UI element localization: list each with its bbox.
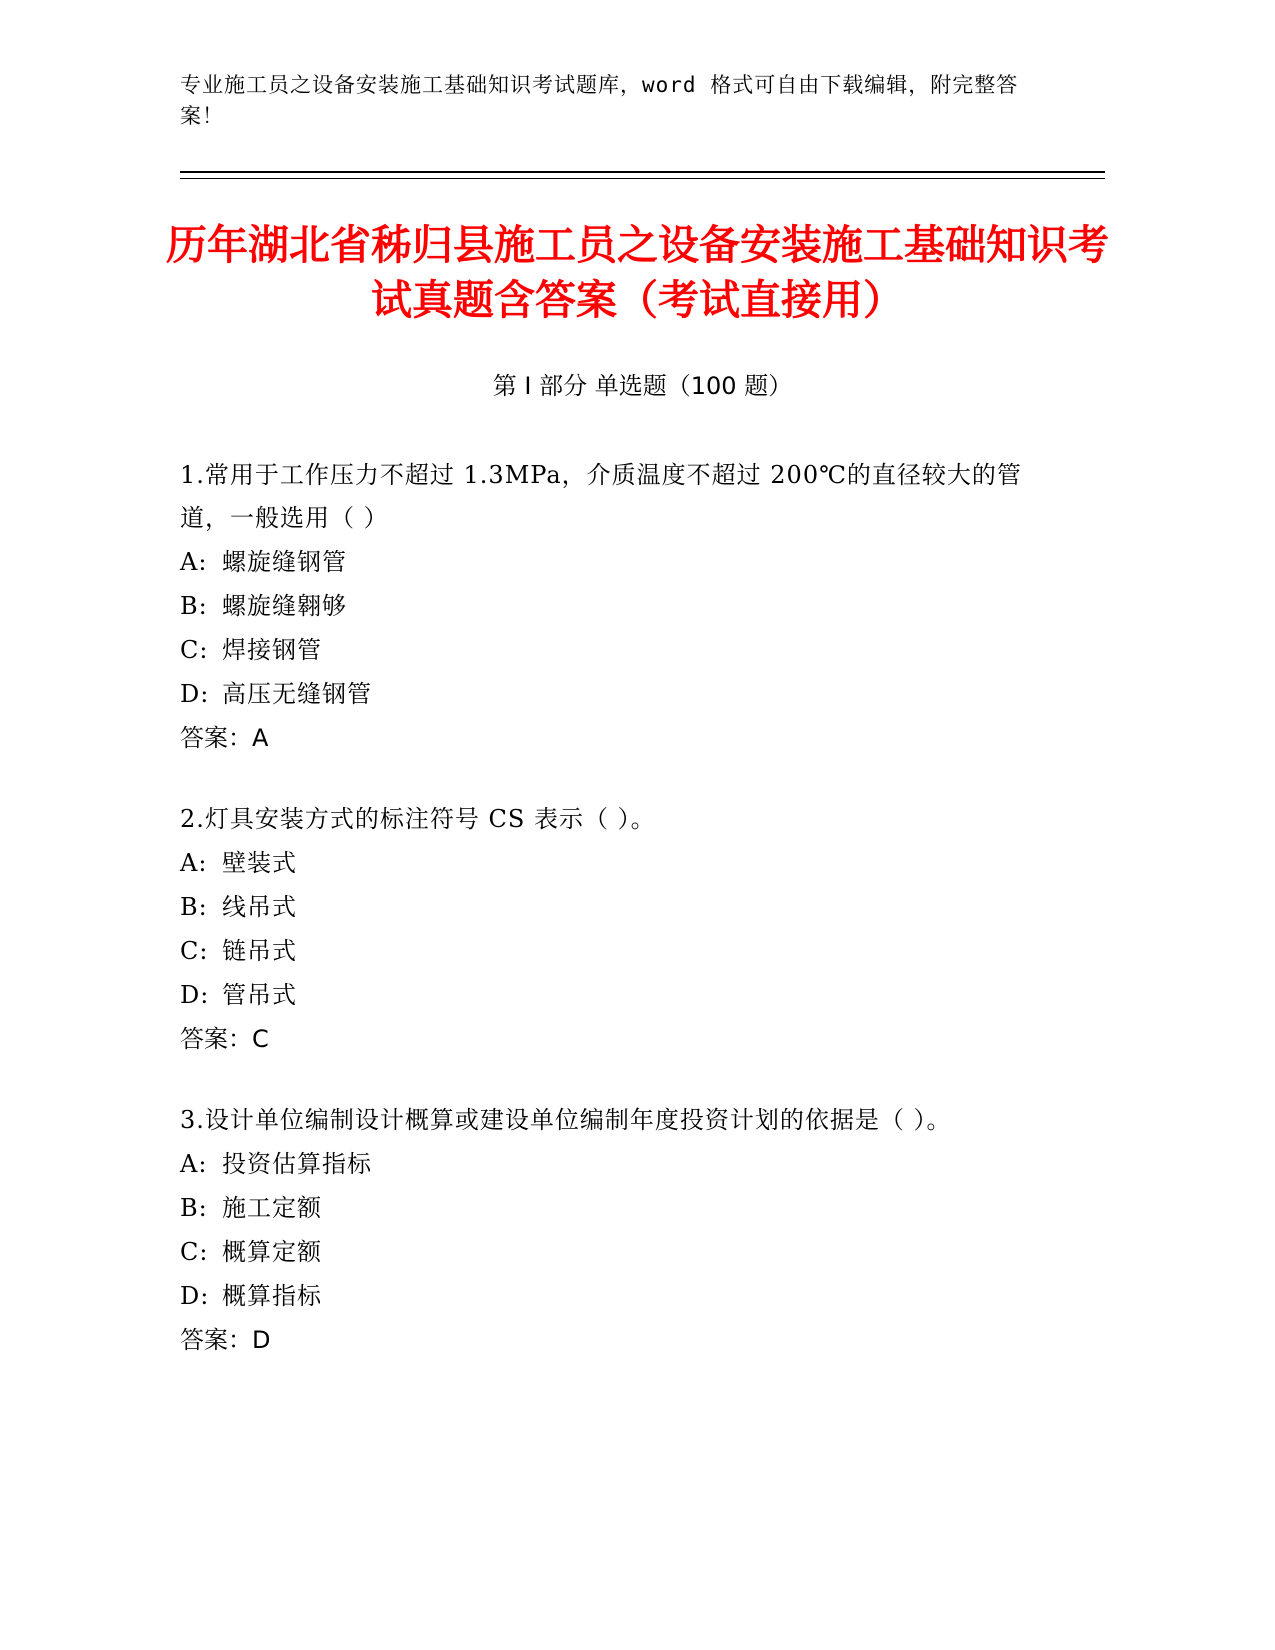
question-2 [180, 798, 1025, 1061]
option-text: 螺旋缝钢管 [222, 548, 347, 576]
option-c [180, 1230, 1025, 1274]
option-a [180, 841, 1025, 885]
option-text: 链吊式 [222, 937, 297, 965]
option-key: C: [180, 1238, 209, 1266]
document-title: 历年湖北省秭归县施工员之设备安装施工基础知识考试真题含答案（考试直接用） [166, 221, 1109, 324]
option-d [180, 973, 1025, 1017]
option-key: A: [180, 849, 208, 877]
option-b [180, 584, 1025, 628]
option-key: B: [180, 592, 208, 620]
option-key: A: [180, 548, 208, 576]
option-d [180, 1274, 1025, 1318]
option-a [180, 540, 1025, 584]
option-c [180, 929, 1025, 973]
header-rule-thick [180, 171, 1105, 173]
question-stem: 1.常用于工作压力不超过 1.3MPa，介质温度不超过 200℃的直径较大的管道，一般选用（ ） [180, 461, 1022, 532]
option-d [180, 672, 1025, 716]
option-key: A: [180, 1150, 208, 1178]
question-stem: 3.设计单位编制设计概算或建设单位编制年度投资计划的依据是（ ）。 [180, 1106, 952, 1134]
answer-line: 答案：A [180, 724, 269, 752]
option-key: B: [180, 893, 208, 921]
option-key: D: [180, 1282, 210, 1310]
answer-line: 答案：C [180, 1025, 269, 1053]
section-heading: 第 I 部分 单选题（100 题） [492, 372, 793, 400]
option-c [180, 628, 1025, 672]
option-b [180, 885, 1025, 929]
option-text: 壁装式 [222, 849, 297, 877]
option-text: 施工定额 [222, 1194, 322, 1222]
header-note: 专业施工员之设备安装施工基础知识考试题库，word 格式可自由下载编辑，附完整答案！ [180, 73, 1019, 128]
option-text: 概算指标 [222, 1282, 322, 1310]
question-stem: 2.灯具安装方式的标注符号 CS 表示（ ）。 [180, 805, 656, 833]
option-key: B: [180, 1194, 208, 1222]
option-key: C: [180, 937, 209, 965]
option-b [180, 1186, 1025, 1230]
option-key: C: [180, 636, 209, 664]
answer-line: 答案：D [180, 1326, 271, 1354]
question-1 [180, 454, 1025, 760]
option-text: 线吊式 [222, 893, 297, 921]
option-key: D: [180, 680, 210, 708]
question-list [180, 454, 1025, 1400]
option-text: 概算定额 [222, 1238, 322, 1266]
option-text: 螺旋缝翱够 [222, 592, 347, 620]
option-key: D: [180, 981, 210, 1009]
option-text: 投资估算指标 [222, 1150, 372, 1178]
option-text: 高压无缝钢管 [222, 680, 372, 708]
option-text: 管吊式 [222, 981, 297, 1009]
option-a [180, 1142, 1025, 1186]
question-3 [180, 1099, 1025, 1362]
header-rule-thin [180, 178, 1105, 179]
option-text: 焊接钢管 [222, 636, 322, 664]
